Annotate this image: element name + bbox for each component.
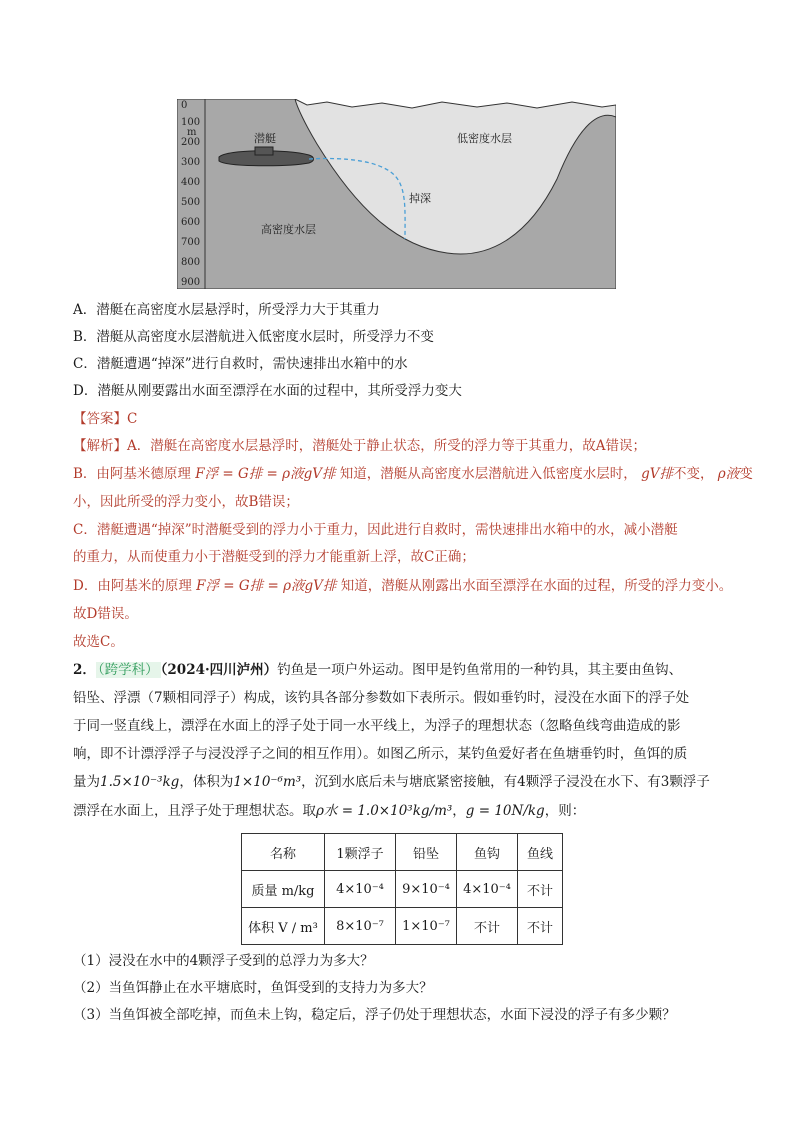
analysis-line-1: 【解析】A．潜艇在高密度水层悬浮时，潜艇处于静止状态，所受的浮力等于其重力，故A错误； xyxy=(73,438,646,454)
table-cell: 1×10⁻⁷ xyxy=(396,908,457,945)
table-header: 鱼钩 xyxy=(457,834,518,871)
q2-line-2: 铅坠、浮漂（7颗相同浮子）构成，该钓具各部分参数如下表所示。假如垂钓时，浸没在水面下的浮子处 xyxy=(73,690,690,706)
table-cell: 不计 xyxy=(518,871,563,908)
q2-text-6a: 漂浮在水面上，且浮子处于理想状态。取 xyxy=(73,803,316,819)
q2-text-5c: ，沉到水底后未与塘底紧密接触，有4颗浮子浸没在水下、有3颗浮子 xyxy=(301,774,710,790)
parameter-table xyxy=(241,833,563,945)
analysis-line-6 xyxy=(73,576,733,596)
q2-text-1: 钓鱼是一项户外运动。图甲是钓鱼常用的一种钓具，其主要由鱼钩、 xyxy=(277,662,683,678)
q2-line-5 xyxy=(73,772,733,792)
option-b: B．潜艇从高密度水层潜航进入低密度水层时，所受浮力不变 xyxy=(73,329,434,345)
q2-g: g = 10N/kg xyxy=(465,803,545,819)
analysis-line-6a: D．由阿基米的原理 xyxy=(73,578,192,594)
table-cell: 8×10⁻⁷ xyxy=(325,908,396,945)
table-header: 1颗浮子 xyxy=(325,834,396,871)
q2-line-4: 响，即不计漂浮浮子与浸没浮子之间的相互作用）。如图乙所示，某钓鱼爱好者在鱼塘垂钓时，鱼饵的质 xyxy=(73,746,688,762)
tick-unit: m xyxy=(187,127,197,138)
formula-archimedes-2: F浮 = G排 = ρ液gV排 xyxy=(196,578,337,594)
option-c: C．潜艇遭遇“掉深”进行自救时，需快速排出水箱中的水 xyxy=(73,356,408,372)
option-a: A．潜艇在高密度水层悬浮时，所受浮力大于其重力 xyxy=(73,302,380,318)
label-low-density: 低密度水层 xyxy=(457,132,512,145)
q2-text-6b: ， xyxy=(452,803,466,819)
analysis-line-2d: 变 xyxy=(739,466,753,482)
q2-line-1 xyxy=(73,660,733,680)
analysis-line-2b: 知道，潜艇从高密度水层潜航进入低密度水层时， xyxy=(339,466,637,482)
tick-300: 300 xyxy=(181,157,201,168)
table-cell: 不计 xyxy=(518,908,563,945)
analysis-line-5: 的重力，从而使重力小于潜艇受到的浮力才能重新上浮，故C正确； xyxy=(73,549,475,565)
analysis-line-2 xyxy=(73,464,753,484)
tick-200: 200 xyxy=(181,137,201,148)
analysis-line-6b: 知道，潜艇从刚露出水面至漂浮在水面的过程，所受的浮力变小。 xyxy=(340,578,733,594)
analysis-line-4: C．潜艇遭遇“掉深”时潜艇受到的浮力小于重力，因此进行自救时，需快速排出水箱中的水，减小潜艇 xyxy=(73,522,678,538)
tick-0: 0 xyxy=(181,100,188,111)
option-d: D．潜艇从刚要露出水面至漂浮在水面的过程中，其所受浮力变大 xyxy=(73,383,462,399)
q2-mass: 1.5×10⁻³kg xyxy=(100,774,180,790)
q2-text-5b: ，体积为 xyxy=(179,774,234,790)
table-header: 名称 xyxy=(242,834,325,871)
formula-archimedes: F浮 = G排 = ρ液gV排 xyxy=(195,466,336,482)
label-drop: 掉深 xyxy=(409,192,431,205)
q2-text-5a: 量为 xyxy=(73,774,100,790)
q2-source: （2024·四川泸州） xyxy=(160,662,278,678)
submarine-diagram xyxy=(177,99,616,289)
table-cell: 质量 m/kg xyxy=(242,871,325,908)
tick-600: 600 xyxy=(181,217,201,228)
tick-800: 800 xyxy=(181,257,201,268)
table-cell: 体积 V / m³ xyxy=(242,908,325,945)
table-cell: 4×10⁻⁴ xyxy=(457,871,518,908)
table-cell: 9×10⁻⁴ xyxy=(396,871,457,908)
sub-question-1: （1）浸没在水中的4颗浮子受到的总浮力为多大？ xyxy=(73,953,374,969)
sub-question-3: （3）当鱼饵被全部吃掉，而鱼未上钩，稳定后，浮子仍处于理想状态，水面下浸没的浮子有多少颗？ xyxy=(73,1007,676,1023)
q2-line-3: 于同一竖直线上，漂浮在水面上的浮子处于同一水平线上，为浮子的理想状态（忽略鱼线弯曲造成的影 xyxy=(73,718,681,734)
q2-volume: 1×10⁻⁶m³ xyxy=(233,774,302,790)
q2-text-6c: ，则： xyxy=(544,803,586,819)
answer-label: 【答案】C xyxy=(73,411,138,427)
q2-tag: （跨学科） xyxy=(97,662,159,678)
label-submarine: 潜艇 xyxy=(254,132,276,145)
submarine-tower xyxy=(255,147,273,155)
table-header: 铅坠 xyxy=(396,834,457,871)
table-row xyxy=(242,908,563,945)
tick-400: 400 xyxy=(181,177,201,188)
analysis-line-7: 故D错误。 xyxy=(73,606,138,622)
tick-100: 100 xyxy=(181,117,201,128)
q2-line-6 xyxy=(73,801,733,821)
formula-gv: gV排 xyxy=(641,466,673,482)
analysis-line-2a: B．由阿基米德原理 xyxy=(73,466,191,482)
analysis-line-8: 故选C。 xyxy=(73,634,124,650)
label-high-density: 高密度水层 xyxy=(261,223,316,236)
tick-700: 700 xyxy=(181,237,201,248)
table-row xyxy=(242,871,563,908)
tick-900: 900 xyxy=(181,277,201,288)
q2-number: 2． xyxy=(73,662,96,678)
table-cell: 不计 xyxy=(457,908,518,945)
q2-rho: ρ水 = 1.0×10³kg/m³ xyxy=(316,803,453,819)
analysis-line-3: 小，因此所受的浮力变小，故B错误； xyxy=(73,494,299,510)
sub-question-2: （2）当鱼饵静止在水平塘底时，鱼饵受到的支持力为多大？ xyxy=(73,980,433,996)
table-cell: 4×10⁻⁴ xyxy=(325,871,396,908)
analysis-line-2c: 不变， xyxy=(673,466,714,482)
table-header: 鱼线 xyxy=(518,834,563,871)
formula-rho: ρ液 xyxy=(717,466,740,482)
table-header-row xyxy=(242,834,563,871)
tick-500: 500 xyxy=(181,197,201,208)
